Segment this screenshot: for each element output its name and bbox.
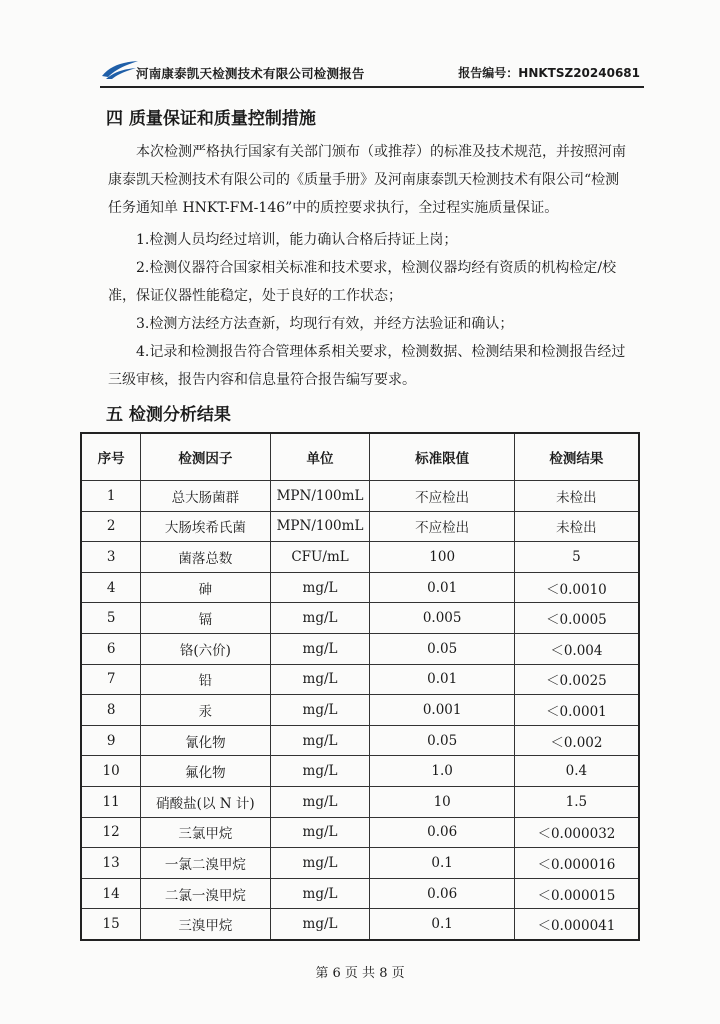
page-number: 第 6 页 共 8 页	[315, 966, 405, 981]
table-row	[81, 542, 639, 573]
cell-limit: 0.005	[370, 603, 514, 634]
table-row	[81, 786, 639, 817]
table-row	[81, 817, 639, 848]
quality-item-3: 3.检测方法经方法查新，均现行有效，并经方法验证和确认；	[136, 316, 514, 332]
col-header-unit: 单位	[270, 433, 370, 481]
cell-index: 5	[81, 603, 141, 634]
cell-unit: MPN/100mL	[270, 511, 370, 542]
cell-index: 15	[81, 909, 141, 940]
cell-result: ＜0.0010	[514, 572, 639, 603]
table-row	[81, 603, 639, 634]
table-row	[81, 878, 639, 909]
cell-factor: 氰化物	[141, 725, 270, 756]
table-row	[81, 909, 639, 940]
cell-result: ＜0.000015	[514, 878, 639, 909]
cell-result: 0.4	[514, 756, 639, 787]
table-row	[81, 848, 639, 879]
cell-unit: mg/L	[270, 725, 370, 756]
header-divider	[100, 86, 644, 88]
cell-limit: 0.1	[370, 848, 514, 879]
table-row	[81, 633, 639, 664]
section-title-results: 五 检测分析结果	[106, 405, 231, 425]
cell-factor: 二氯一溴甲烷	[141, 878, 270, 909]
cell-index: 12	[81, 817, 141, 848]
cell-index: 13	[81, 848, 141, 879]
cell-factor: 硝酸盐(以 N 计)	[141, 786, 270, 817]
table-row	[81, 664, 639, 695]
cell-result: ＜0.0025	[514, 664, 639, 695]
company-name: 河南康泰凯天检测技术有限公司检测报告	[136, 66, 365, 81]
cell-index: 9	[81, 725, 141, 756]
section-title-quality: 四 质量保证和质量控制措施	[106, 109, 316, 129]
cell-result: ＜0.000032	[514, 817, 639, 848]
cell-factor: 三氯甲烷	[141, 817, 270, 848]
cell-unit: mg/L	[270, 817, 370, 848]
cell-factor: 砷	[141, 572, 270, 603]
cell-index: 1	[81, 481, 141, 512]
col-header-index: 序号	[81, 433, 141, 481]
cell-unit: mg/L	[270, 603, 370, 634]
cell-result: ＜0.0005	[514, 603, 639, 634]
cell-result: ＜0.000016	[514, 848, 639, 879]
quality-item-2: 2.检测仪器符合国家相关标准和技术要求，检测仪器均经有资质的机构检定/校准，保证仪器性能稳定，处于良好的工作状态；	[108, 260, 617, 304]
cell-factor: 大肠埃希氏菌	[141, 511, 270, 542]
cell-limit: 1.0	[370, 756, 514, 787]
col-header-result: 检测结果	[514, 433, 639, 481]
cell-limit: 0.06	[370, 878, 514, 909]
results-table	[80, 432, 640, 941]
cell-unit: MPN/100mL	[270, 481, 370, 512]
cell-unit: mg/L	[270, 786, 370, 817]
cell-factor: 镉	[141, 603, 270, 634]
cell-index: 6	[81, 633, 141, 664]
report-number: 报告编号：HNKTSZ20240681	[458, 66, 640, 80]
cell-index: 8	[81, 695, 141, 726]
cell-unit: CFU/mL	[270, 542, 370, 573]
cell-factor: 汞	[141, 695, 270, 726]
cell-index: 3	[81, 542, 141, 573]
quality-item-1: 1.检测人员均经过培训，能力确认合格后持证上岗；	[136, 232, 458, 248]
cell-result: ＜0.0001	[514, 695, 639, 726]
cell-index: 2	[81, 511, 141, 542]
cell-factor: 一氯二溴甲烷	[141, 848, 270, 879]
table-row	[81, 695, 639, 726]
cell-index: 10	[81, 756, 141, 787]
cell-limit: 10	[370, 786, 514, 817]
cell-factor: 铅	[141, 664, 270, 695]
cell-factor: 氟化物	[141, 756, 270, 787]
cell-unit: mg/L	[270, 664, 370, 695]
cell-factor: 三溴甲烷	[141, 909, 270, 940]
section-intro-paragraph: 本次检测严格执行国家有关部门颁布（或推荐）的标准及技术规范，并按照河南康泰凯天检测技术有限公司的《质量手册》及河南康泰凯天检测技术有限公司“检测任务通知单 HNKT-FM-146”中的质控要求执行，全过程实施质量保证。	[108, 144, 626, 216]
cell-limit: 0.01	[370, 572, 514, 603]
table-row	[81, 511, 639, 542]
cell-limit: 0.05	[370, 633, 514, 664]
cell-unit: mg/L	[270, 572, 370, 603]
company-logo-icon	[100, 58, 140, 80]
cell-result: ＜0.004	[514, 633, 639, 664]
cell-result: ＜0.000041	[514, 909, 639, 940]
quality-item-4: 4.记录和检测报告符合管理体系相关要求，检测数据、检测结果和检测报告经过三级审核，报告内容和信息量符合报告编写要求。	[108, 344, 626, 388]
cell-factor: 菌落总数	[141, 542, 270, 573]
cell-unit: mg/L	[270, 848, 370, 879]
cell-limit: 0.06	[370, 817, 514, 848]
table-header-row	[81, 433, 639, 481]
cell-result: 5	[514, 542, 639, 573]
table-row	[81, 572, 639, 603]
table-row	[81, 756, 639, 787]
cell-index: 14	[81, 878, 141, 909]
cell-unit: mg/L	[270, 909, 370, 940]
page-header	[100, 56, 640, 84]
cell-limit: 不应检出	[370, 481, 514, 512]
cell-factor: 铬(六价)	[141, 633, 270, 664]
cell-factor: 总大肠菌群	[141, 481, 270, 512]
cell-index: 11	[81, 786, 141, 817]
cell-limit: 100	[370, 542, 514, 573]
cell-unit: mg/L	[270, 695, 370, 726]
cell-unit: mg/L	[270, 878, 370, 909]
cell-unit: mg/L	[270, 633, 370, 664]
col-header-factor: 检测因子	[141, 433, 270, 481]
cell-result: ＜0.002	[514, 725, 639, 756]
cell-limit: 0.001	[370, 695, 514, 726]
table-row	[81, 481, 639, 512]
col-header-limit: 标准限值	[370, 433, 514, 481]
cell-index: 7	[81, 664, 141, 695]
cell-limit: 0.1	[370, 909, 514, 940]
table-row	[81, 725, 639, 756]
cell-index: 4	[81, 572, 141, 603]
cell-result: 未检出	[514, 481, 639, 512]
cell-result: 未检出	[514, 511, 639, 542]
cell-limit: 0.01	[370, 664, 514, 695]
cell-limit: 不应检出	[370, 511, 514, 542]
cell-limit: 0.05	[370, 725, 514, 756]
cell-result: 1.5	[514, 786, 639, 817]
cell-unit: mg/L	[270, 756, 370, 787]
